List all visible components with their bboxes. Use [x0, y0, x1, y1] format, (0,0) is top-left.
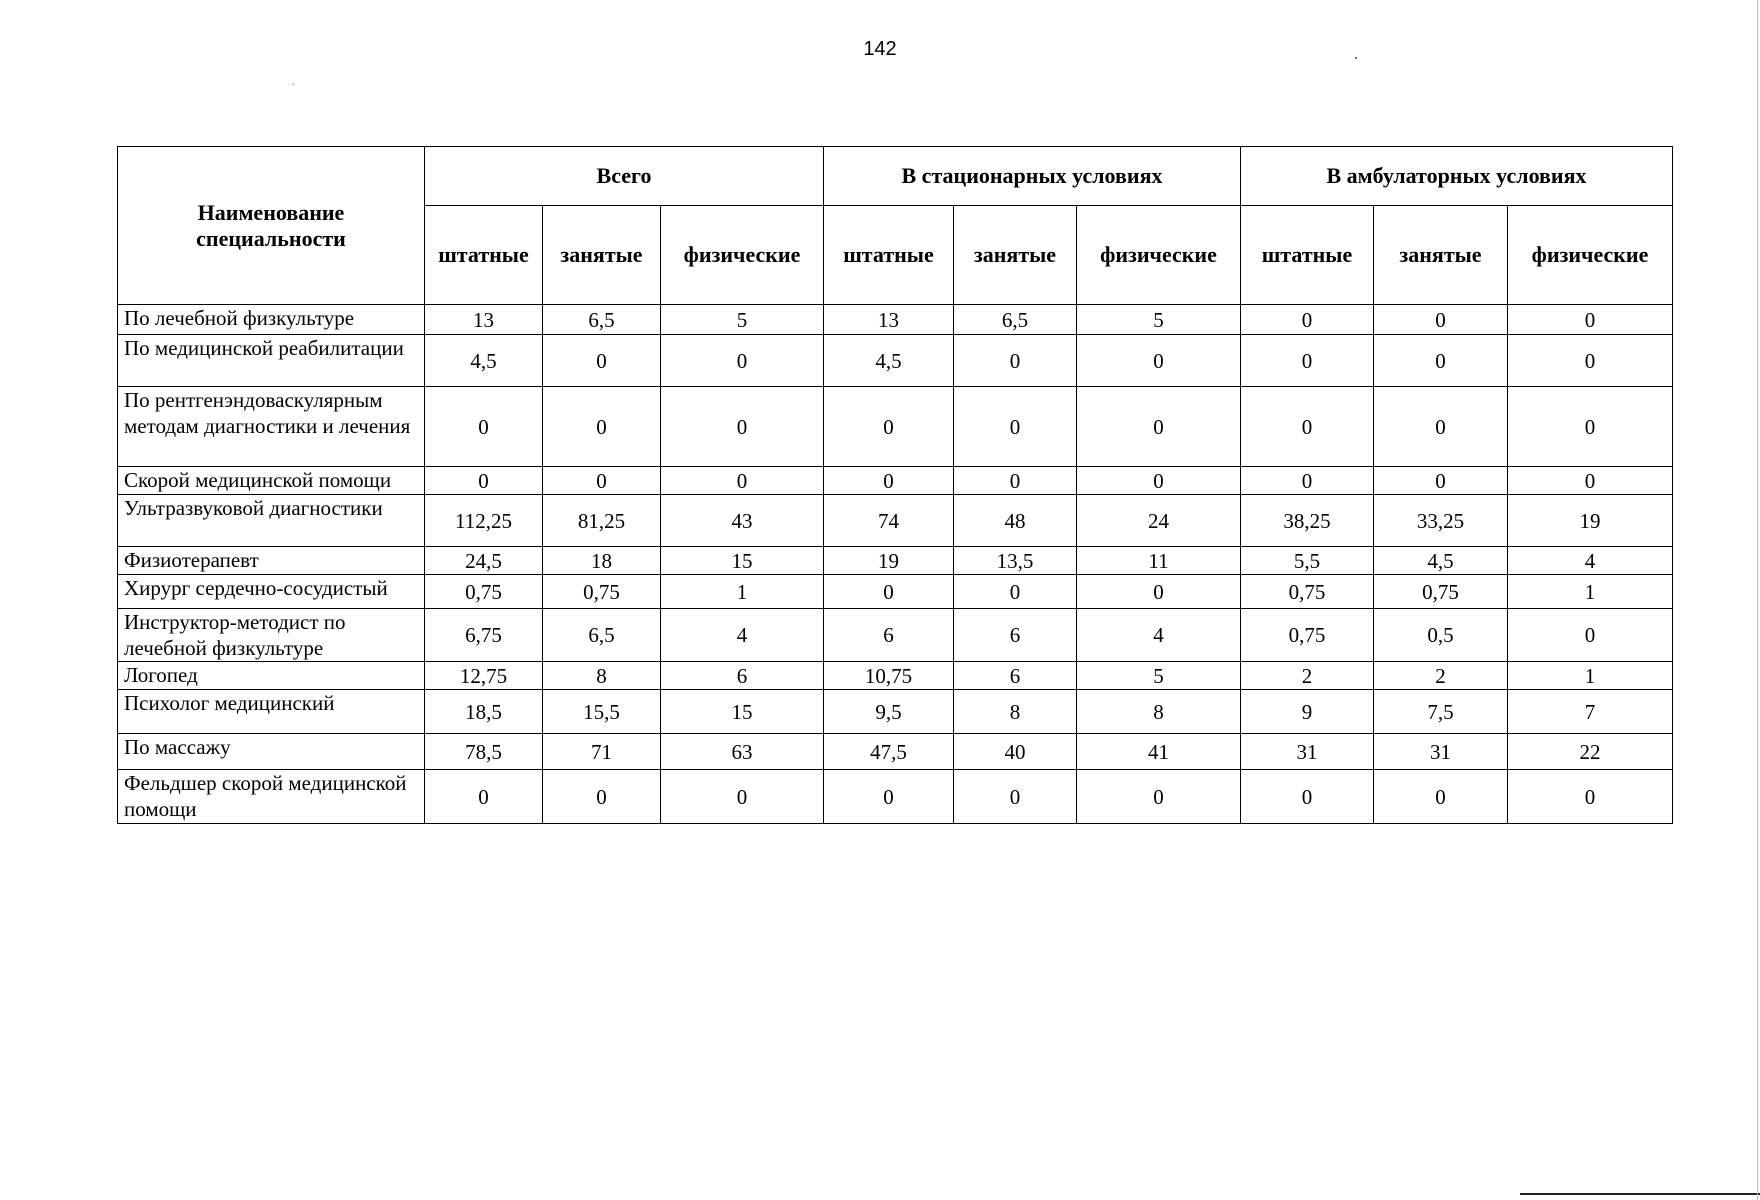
value-cell: 0 — [1374, 335, 1508, 387]
value-cell: 0 — [954, 770, 1077, 824]
value-cell: 5,5 — [1241, 547, 1374, 575]
value-cell: 112,25 — [425, 495, 543, 547]
scan-speck — [293, 84, 294, 85]
value-cell: 6,5 — [543, 609, 661, 662]
value-cell: 0 — [543, 335, 661, 387]
value-cell: 0 — [1241, 305, 1374, 335]
table-row — [118, 305, 1673, 335]
value-cell: 15 — [661, 547, 824, 575]
table-row — [118, 495, 1673, 547]
table-row — [118, 734, 1673, 770]
value-cell: 19 — [1508, 495, 1673, 547]
value-cell: 0,75 — [1241, 609, 1374, 662]
value-cell: 0 — [1241, 387, 1374, 467]
value-cell: 41 — [1077, 734, 1241, 770]
specialty-name-header: Наименование специальности — [118, 147, 425, 305]
value-cell: 31 — [1241, 734, 1374, 770]
value-cell: 0 — [1241, 335, 1374, 387]
specialty-name-cell: По массажу — [118, 734, 425, 770]
value-cell: 2 — [1374, 662, 1508, 690]
value-cell: 0 — [661, 467, 824, 495]
specialty-name-cell: Психолог медицинский — [118, 690, 425, 734]
value-cell: 2 — [1241, 662, 1374, 690]
value-cell: 0,5 — [1374, 609, 1508, 662]
value-cell: 0 — [1374, 770, 1508, 824]
value-cell: 10,75 — [824, 662, 954, 690]
subheader-staff: штатные — [1241, 206, 1374, 305]
value-cell: 6 — [954, 609, 1077, 662]
table-row — [118, 387, 1673, 467]
value-cell: 47,5 — [824, 734, 954, 770]
value-cell: 5 — [661, 305, 824, 335]
value-cell: 0 — [1077, 387, 1241, 467]
value-cell: 13 — [425, 305, 543, 335]
value-cell: 6,5 — [954, 305, 1077, 335]
value-cell: 40 — [954, 734, 1077, 770]
subheader-physical: физические — [1508, 206, 1673, 305]
specialty-name-cell: Фельдшер скорой медицинской помощи — [118, 770, 425, 824]
scan-speck — [1355, 57, 1357, 59]
value-cell: 9 — [1241, 690, 1374, 734]
value-cell: 13,5 — [954, 547, 1077, 575]
value-cell: 0 — [954, 387, 1077, 467]
table-row — [118, 770, 1673, 824]
subheader-occupied: занятые — [954, 206, 1077, 305]
value-cell: 0 — [543, 770, 661, 824]
value-cell: 1 — [661, 575, 824, 609]
value-cell: 63 — [661, 734, 824, 770]
page-number: 142 — [863, 38, 897, 60]
table-row — [118, 467, 1673, 495]
value-cell: 4 — [1508, 547, 1673, 575]
value-cell: 38,25 — [1241, 495, 1374, 547]
value-cell: 0 — [661, 770, 824, 824]
value-cell: 0 — [1374, 387, 1508, 467]
value-cell: 0 — [1508, 387, 1673, 467]
value-cell: 0 — [954, 467, 1077, 495]
table-row — [118, 662, 1673, 690]
value-cell: 0 — [1508, 305, 1673, 335]
value-cell: 9,5 — [824, 690, 954, 734]
value-cell: 0,75 — [1241, 575, 1374, 609]
value-cell: 0 — [1508, 467, 1673, 495]
table-row — [118, 690, 1673, 734]
value-cell: 0 — [425, 387, 543, 467]
value-cell: 0,75 — [543, 575, 661, 609]
value-cell: 18,5 — [425, 690, 543, 734]
value-cell: 0 — [1077, 770, 1241, 824]
value-cell: 0,75 — [1374, 575, 1508, 609]
value-cell: 6,75 — [425, 609, 543, 662]
value-cell: 4,5 — [1374, 547, 1508, 575]
value-cell: 0 — [954, 575, 1077, 609]
value-cell: 5 — [1077, 305, 1241, 335]
specialty-name-cell: Хирург сердечно-сосудистый — [118, 575, 425, 609]
value-cell: 0 — [824, 575, 954, 609]
value-cell: 0 — [1077, 467, 1241, 495]
value-cell: 33,25 — [1374, 495, 1508, 547]
value-cell: 15,5 — [543, 690, 661, 734]
value-cell: 8 — [954, 690, 1077, 734]
value-cell: 24 — [1077, 495, 1241, 547]
subheader-physical: физические — [1077, 206, 1241, 305]
group-header-outpatient: В амбулаторных условиях — [1241, 147, 1673, 206]
value-cell: 81,25 — [543, 495, 661, 547]
value-cell: 0 — [824, 387, 954, 467]
scan-edge-line — [1520, 1193, 1760, 1195]
staffing-table — [117, 146, 1673, 824]
value-cell: 0 — [543, 387, 661, 467]
value-cell: 6 — [661, 662, 824, 690]
value-cell: 1 — [1508, 662, 1673, 690]
value-cell: 4,5 — [824, 335, 954, 387]
value-cell: 0 — [425, 770, 543, 824]
value-cell: 7 — [1508, 690, 1673, 734]
value-cell: 0 — [954, 335, 1077, 387]
table-header — [118, 147, 1673, 305]
value-cell: 15 — [661, 690, 824, 734]
value-cell: 48 — [954, 495, 1077, 547]
scan-edge-line — [1757, 0, 1758, 1200]
group-header-row — [118, 147, 1673, 206]
subheader-occupied: занятые — [1374, 206, 1508, 305]
value-cell: 0 — [1374, 305, 1508, 335]
table-row — [118, 609, 1673, 662]
value-cell: 7,5 — [1374, 690, 1508, 734]
value-cell: 0 — [425, 467, 543, 495]
value-cell: 5 — [1077, 662, 1241, 690]
value-cell: 0 — [1508, 335, 1673, 387]
subheader-physical: физические — [661, 206, 824, 305]
value-cell: 8 — [543, 662, 661, 690]
table-row — [118, 575, 1673, 609]
value-cell: 0 — [1241, 770, 1374, 824]
value-cell: 0 — [1374, 467, 1508, 495]
specialty-name-cell: По рентгенэндоваскулярным методам диагностики и лечения — [118, 387, 425, 467]
value-cell: 78,5 — [425, 734, 543, 770]
value-cell: 13 — [824, 305, 954, 335]
value-cell: 74 — [824, 495, 954, 547]
value-cell: 6 — [954, 662, 1077, 690]
specialty-name-cell: Ультразвуковой диагностики — [118, 495, 425, 547]
subheader-staff: штатные — [425, 206, 543, 305]
subheader-occupied: занятые — [543, 206, 661, 305]
value-cell: 43 — [661, 495, 824, 547]
value-cell: 12,75 — [425, 662, 543, 690]
value-cell: 0 — [1077, 335, 1241, 387]
value-cell: 0 — [1241, 467, 1374, 495]
value-cell: 8 — [1077, 690, 1241, 734]
table-row — [118, 547, 1673, 575]
specialty-name-cell: По лечебной физкультуре — [118, 305, 425, 335]
table-row — [118, 335, 1673, 387]
value-cell: 0 — [661, 335, 824, 387]
specialty-name-cell: Физиотерапевт — [118, 547, 425, 575]
value-cell: 1 — [1508, 575, 1673, 609]
subheader-staff: штатные — [824, 206, 954, 305]
table-body — [118, 305, 1673, 824]
value-cell: 31 — [1374, 734, 1508, 770]
value-cell: 0 — [1077, 575, 1241, 609]
specialty-name-cell: По медицинской реабилитации — [118, 335, 425, 387]
value-cell: 6,5 — [543, 305, 661, 335]
group-header-total: Всего — [425, 147, 824, 206]
value-cell: 0 — [661, 387, 824, 467]
value-cell: 4 — [1077, 609, 1241, 662]
value-cell: 0,75 — [425, 575, 543, 609]
value-cell: 0 — [824, 467, 954, 495]
value-cell: 4,5 — [425, 335, 543, 387]
value-cell: 18 — [543, 547, 661, 575]
value-cell: 0 — [824, 770, 954, 824]
specialty-name-cell: Скорой медицинской помощи — [118, 467, 425, 495]
group-header-inpatient: В стационарных условиях — [824, 147, 1241, 206]
specialty-name-cell: Логопед — [118, 662, 425, 690]
value-cell: 6 — [824, 609, 954, 662]
value-cell: 4 — [661, 609, 824, 662]
value-cell: 22 — [1508, 734, 1673, 770]
value-cell: 0 — [1508, 609, 1673, 662]
specialty-name-cell: Инструктор-методист по лечебной физкультуре — [118, 609, 425, 662]
value-cell: 71 — [543, 734, 661, 770]
value-cell: 24,5 — [425, 547, 543, 575]
value-cell: 0 — [1508, 770, 1673, 824]
value-cell: 11 — [1077, 547, 1241, 575]
value-cell: 0 — [543, 467, 661, 495]
value-cell: 19 — [824, 547, 954, 575]
